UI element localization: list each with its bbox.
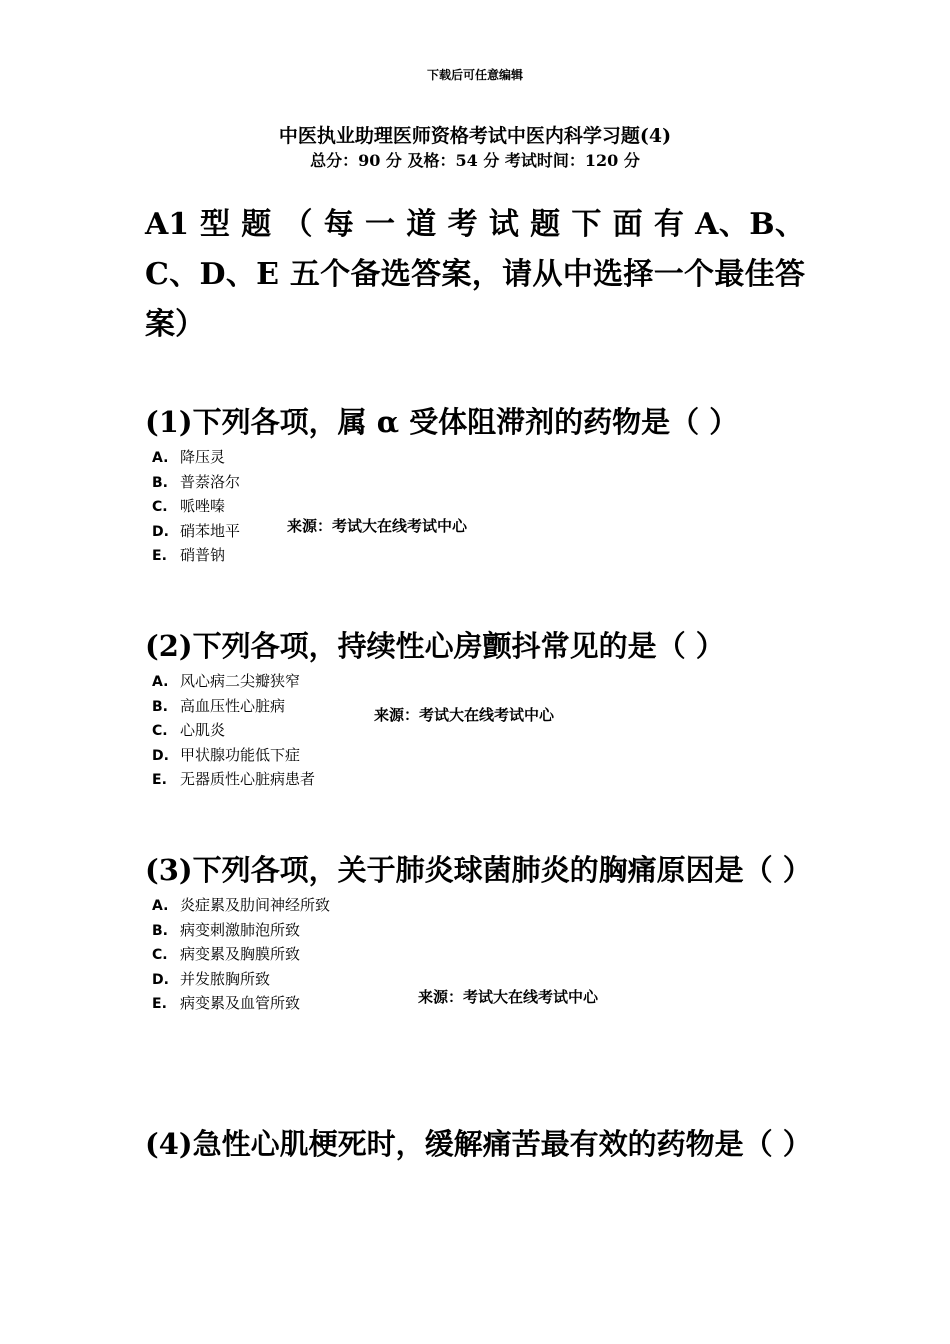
- option-list: [145, 446, 810, 569]
- document-title: 中医执业助理医师资格考试中医内科学习题(4): [278, 125, 672, 147]
- option-b: B. 普萘洛尔: [152, 472, 241, 491]
- question-stem: (2)下列各项，持续性心房颤抖常见的是（ ）: [145, 629, 725, 663]
- option-a: A. 炎症累及肋间神经所致: [152, 896, 331, 914]
- source-note: 来源：考试大在线考试中心: [287, 517, 468, 535]
- option-e: E. 病变累及血管所致: [152, 994, 301, 1013]
- source-note: 来源：考试大在线考试中心: [418, 988, 599, 1006]
- option-b: B. 高血压性心脏病: [152, 696, 286, 715]
- option-c: C. 哌唑嗪: [152, 497, 226, 516]
- option-d: D. 并发脓胸所致: [152, 969, 271, 988]
- option-c: C. 心肌炎: [152, 721, 226, 740]
- option-e: E. 无器质性心脏病患者: [152, 770, 316, 789]
- document-meta: 总分：90 分 及格：54 分 考试时间：120 分: [310, 151, 640, 170]
- option-c: C. 病变累及胸膜所致: [152, 945, 301, 964]
- option-b: B. 病变刺激肺泡所致: [152, 920, 301, 939]
- question-stem: (1)下列各项，属 α 受体阻滞剂的药物是（ ）: [145, 405, 739, 439]
- header-note: 下载后可任意编辑: [426, 68, 523, 82]
- option-a: A. 风心病二尖瓣狭窄: [152, 672, 301, 690]
- option-list: [145, 670, 810, 793]
- section-heading: A1 型 题 （ 每 一 道 考 试 题 下 面 有 A、B、C、D、E 五个备选答案，请从中选择一个最佳答案）: [145, 207, 805, 342]
- question-1: [145, 398, 810, 569]
- source-note: 来源：考试大在线考试中心: [374, 706, 555, 724]
- question-4: [145, 1120, 810, 1168]
- option-d: D. 甲状腺功能低下症: [152, 745, 301, 764]
- option-a: A. 降压灵: [152, 448, 226, 466]
- option-d: D. 硝苯地平: [152, 521, 241, 540]
- question-stem: (3)下列各项，关于肺炎球菌肺炎的胸痛原因是（ ）: [145, 853, 812, 887]
- question-stem: (4)急性心肌梗死时，缓解痛苦最有效的药物是（ ）: [145, 1127, 812, 1161]
- option-e: E. 硝普钠: [152, 546, 226, 565]
